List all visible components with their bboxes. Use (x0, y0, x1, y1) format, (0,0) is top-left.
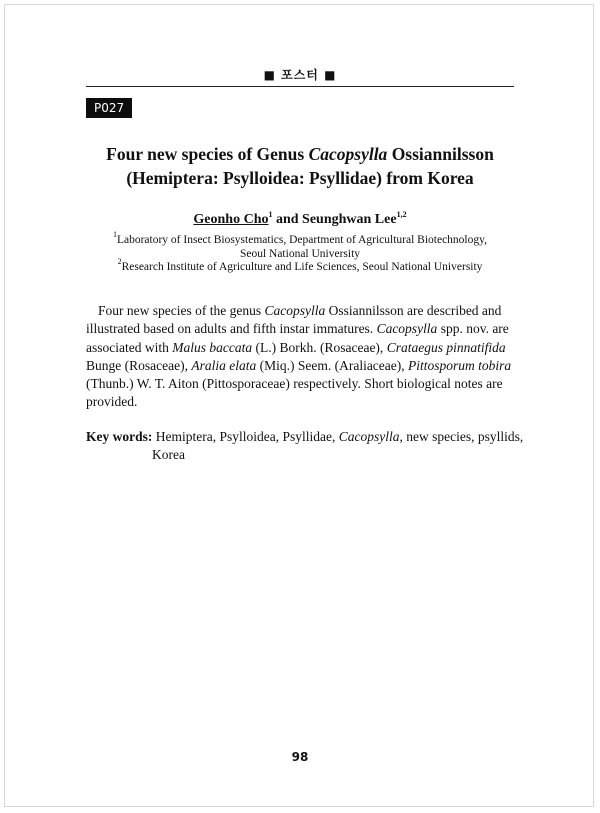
affil-mark: 2 (117, 257, 122, 266)
title-text: Four new species of Genus (106, 144, 309, 164)
author-affil-mark: 1 (268, 210, 273, 219)
abstract-line (86, 393, 514, 411)
paper-title (90, 142, 510, 190)
title-text: Ossiannilsson (387, 144, 494, 164)
affiliation-1 (80, 230, 520, 248)
affiliation-1-cont: Seoul National University (239, 247, 361, 260)
affil-text: Research Institute of Agriculture and Life Sciences, Seoul National University (121, 261, 483, 273)
abstract (86, 302, 514, 412)
author-affil-mark: 1,2 (396, 210, 407, 219)
abstract-line (86, 357, 514, 375)
abstract-text: (Thunb.) W. T. Aiton (Pittosporaceae) respectively. Short biological notes are (86, 376, 503, 392)
page-number: 98 (291, 750, 309, 764)
affil-text: Laboratory of Insect Biosystematics, Department of Agricultural Biotechnology, (116, 234, 488, 246)
abstract-text: Bunge (Rosaceae), Aralia elata (Miq.) Seem. (Araliaceae), Pittosporum tobira (86, 357, 512, 373)
affiliation-2 (80, 257, 520, 275)
affiliations (80, 230, 520, 275)
section-header: ■ 포스터 ■ (263, 68, 337, 82)
header-rule (86, 86, 514, 87)
keywords-line (86, 428, 524, 446)
title-genus: Cacopsylla (308, 144, 388, 164)
abstract-text: Four new species of the genus Cacopsylla Ossiannilsson are described and (98, 303, 502, 318)
author-list (0, 212, 600, 228)
author-name: and Seunghwan Lee (272, 212, 397, 227)
abstract-text: associated with Malus baccata (L.) Borkh. (Rosaceae), Crataegus pinnatifida (86, 339, 506, 355)
title-line-2: (Hemiptera: Psylloidea: Psyllidae) from Korea (126, 168, 474, 188)
keywords-content: Key words: Hemiptera, Psylloidea, Psyllidae, Cacopsylla, new species, psyllids, (86, 429, 524, 444)
poster-id-badge: P027 (86, 98, 132, 118)
affil-mark: 1 (112, 230, 117, 239)
keywords-label: Key words: (86, 429, 153, 444)
keywords (86, 428, 524, 465)
abstract-line (86, 339, 514, 357)
keywords-line (86, 446, 514, 464)
author-name: Geonho Cho (193, 212, 269, 227)
keywords-text: Korea (152, 447, 185, 463)
abstract-line (86, 302, 514, 320)
title-line-1 (90, 142, 510, 166)
abstract-text: provided. (86, 394, 138, 410)
abstract-line (86, 375, 514, 393)
abstract-line (86, 320, 514, 338)
abstract-text: illustrated based on adults and fifth instar immatures. Cacopsylla spp. nov. are (86, 321, 509, 337)
